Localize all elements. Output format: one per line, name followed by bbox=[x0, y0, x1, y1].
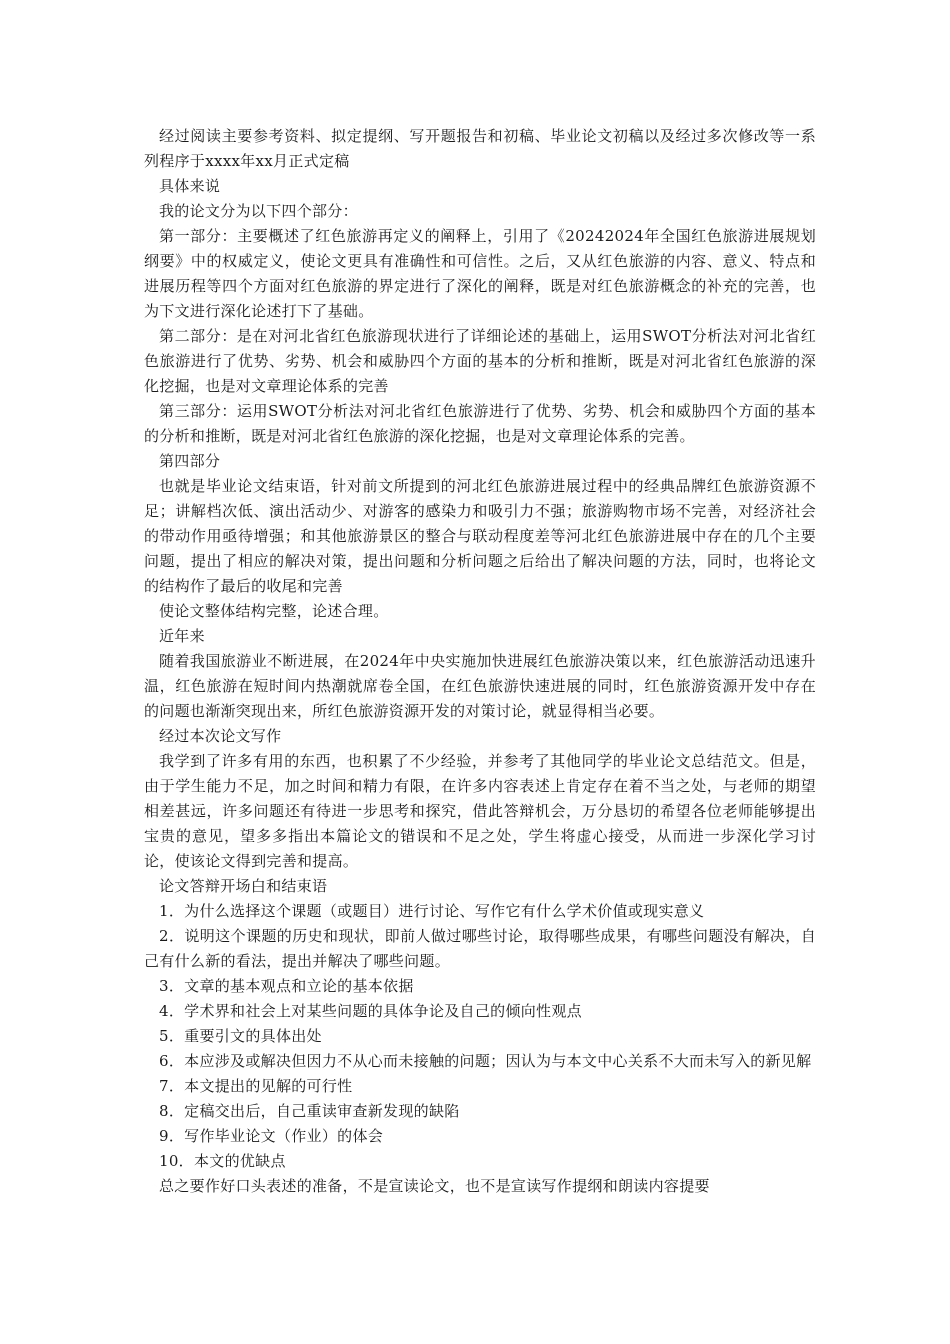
list-item-7: 7．本文提出的见解的可行性 bbox=[159, 1077, 353, 1095]
list-item-8: 8．定稿交出后，自己重读审查新发现的缺陷 bbox=[159, 1102, 460, 1120]
paragraph-four-parts-intro: 我的论文分为以下四个部分： bbox=[159, 202, 358, 220]
document-body bbox=[144, 124, 816, 1199]
list-item-3: 3．文章的基本观点和立论的基本依据 bbox=[159, 977, 414, 995]
list-item-6: 6．本应涉及或解决但因力不从心而未接触的问题；因认为与本文中心关系不大而未写入的新见解 bbox=[159, 1052, 812, 1070]
paragraph-part-three: 第三部分：运用SWOT分析法对河北省红色旅游进行了优势、劣势、机会和威胁四个方面的基本的分析和推断，既是对河北省红色旅游的深化挖掘，也是对文章理论体系的完善。 bbox=[144, 402, 816, 445]
paragraph-lessons-learned: 我学到了许多有用的东西，也积累了不少经验，并参考了其他同学的毕业论文总结范文。但是，由于学生能力不足，加之时间和精力有限，在许多内容表述上肯定存在着不当之处，与老师的期望相差甚远，许多问题还有待进一步思考和探究，借此答辩机会，万分恳切的希望各位老师能够提出宝贵的意见，望多多指出本篇论文的错误和不足之处，学生将虚心接受，从而进一步深化学习讨论，使该论文得到完善和提高。 bbox=[144, 752, 816, 870]
paragraph-tourism-development: 随着我国旅游业不断进展，在2024年中央实施加快进展红色旅游决策以来，红色旅游活动迅速升温，红色旅游在短时间内热潮就席卷全国，在红色旅游快速进展的同时，红色旅游资源开发中存在的问题也渐渐突现出来，所红色旅游资源开发的对策讨论，就显得相当必要。 bbox=[144, 652, 816, 720]
paragraph-part-two: 第二部分：是在对河北省红色旅游现状进行了详细论述的基础上，运用SWOT分析法对河北省红色旅游进行了优势、劣势、机会和威胁四个方面的基本的分析和推断，既是对河北省红色旅游的深化挖掘，也是对文章理论体系的完善 bbox=[144, 327, 816, 395]
list-item-9: 9．写作毕业论文（作业）的体会 bbox=[159, 1127, 384, 1145]
paragraph-completion-process: 经过阅读主要参考资料、拟定提纲、写开题报告和初稿、毕业论文初稿以及经过多次修改等一系列程序于xxxx年xx月正式定稿 bbox=[144, 127, 816, 170]
paragraph-specifically: 具体来说 bbox=[159, 177, 221, 195]
paragraph-recent-years: 近年来 bbox=[159, 627, 205, 645]
list-item-2: 2．说明这个课题的历史和现状，即前人做过哪些讨论，取得哪些成果，有哪些问题没有解决，自己有什么新的看法，提出并解决了哪些问题。 bbox=[144, 927, 816, 970]
paragraph-part-four-body: 也就是毕业论文结束语，针对前文所提到的河北红色旅游进展过程中的经典品牌红色旅游资源不足；讲解档次低、演出活动少、对游客的感染力和吸引力不强；旅游购物市场不完善，对经济社会的带动作用亟待增强；和其他旅游景区的整合与联动程度差等河北红色旅游进展中存在的几个主要问题，提出了相应的解决对策，提出问题和分析问题之后给出了解决问题的方法，同时，也将论文的结构作了最后的收尾和完善 bbox=[144, 477, 816, 595]
paragraph-conclusion: 总之要作好口头表述的准备，不是宣读论文，也不是宣读写作提纲和朗读内容提要 bbox=[159, 1177, 710, 1195]
paragraph-part-four-heading: 第四部分 bbox=[159, 452, 221, 470]
list-item-10: 10．本文的优缺点 bbox=[159, 1152, 286, 1170]
list-item-5: 5．重要引文的具体出处 bbox=[159, 1027, 322, 1045]
paragraph-through-writing: 经过本次论文写作 bbox=[159, 727, 282, 745]
list-item-4: 4．学术界和社会上对某些问题的具体争论及自己的倾向性观点 bbox=[159, 1002, 582, 1020]
list-item-1: 1．为什么选择这个课题（或题目）进行讨论、写作它有什么学术价值或现实意义 bbox=[159, 902, 705, 920]
paragraph-defense-heading: 论文答辩开场白和结束语 bbox=[159, 877, 328, 895]
paragraph-part-one: 第一部分：主要概述了红色旅游再定义的阐释上，引用了《20242024年全国红色旅游进展规划纲要》中的权威定义，使论文更具有准确性和可信性。之后，又从红色旅游的内容、意义、特点和进展历程等四个方面对红色旅游的界定进行了深化的阐释，既是对红色旅游概念的补充的完善，也为下文进行深化论述打下了基础。 bbox=[144, 227, 816, 320]
paragraph-structure-complete: 使论文整体结构完整，论述合理。 bbox=[159, 602, 389, 620]
